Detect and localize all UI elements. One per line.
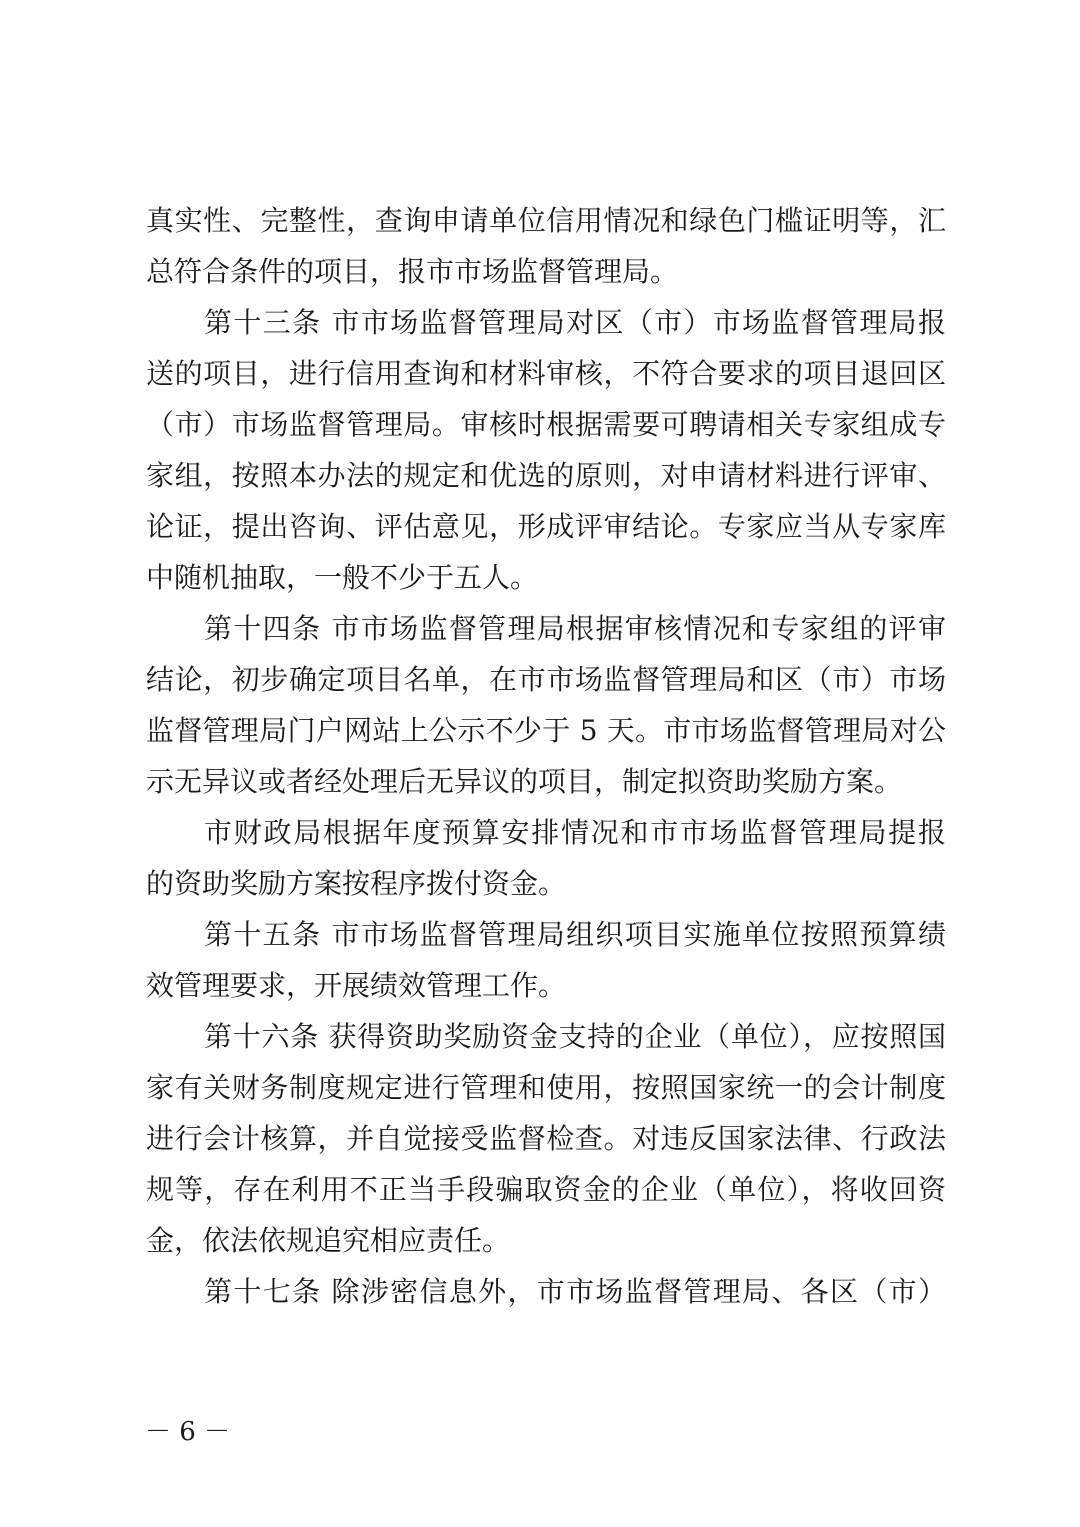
text-line: 进行会计核算，并自觉接受监督检查。对违反国家法律、行政法 [146,1122,946,1155]
text-line: （市）市场监督管理局。审核时根据需要可聘请相关专家组成专 [146,408,946,441]
article-16-line: 第十六条 获得资助奖励资金支持的企业（单位），应按照国 [204,1020,946,1053]
text-line: 规等，存在利用不正当手段骗取资金的企业（单位），将收回资 [146,1173,946,1206]
text-line: 家组，按照本办法的规定和优选的原则，对申请材料进行评审、 [146,459,946,492]
text-line: 结论，初步确定项目名单，在市市场监督管理局和区（市）市场 [146,663,946,696]
article-13-line: 第十三条 市市场监督管理局对区（市）市场监督管理局报 [204,306,946,339]
text-line: 送的项目，进行信用查询和材料审核，不符合要求的项目退回区 [146,357,946,390]
text-line: 监督管理局门户网站上公示不少于 5 天。市市场监督管理局对公 [146,714,946,747]
text-line: 家有关财务制度规定进行管理和使用，按照国家统一的会计制度 [146,1071,946,1104]
text-line: 真实性、完整性，查询申请单位信用情况和绿色门槛证明等，汇 [146,204,946,237]
page-number: － 6 － [145,1417,231,1447]
article-17-line: 第十七条 除涉密信息外，市市场监督管理局、各区（市） [204,1275,946,1308]
text-line: 论证，提出咨询、评估意见，形成评审结论。专家应当从专家库 [146,510,946,543]
article-15-line: 第十五条 市市场监督管理局组织项目实施单位按照预算绩 [204,918,946,951]
text-line: 效管理要求，开展绩效管理工作。 [146,969,567,1002]
paragraph-line: 市财政局根据年度预算安排情况和市市场监督管理局提报 [204,816,946,849]
text-line: 示无异议或者经处理后无异议的项目，制定拟资助奖励方案。 [146,765,903,798]
text-line: 中随机抽取，一般不少于五人。 [146,561,539,594]
text-line: 金，依法依规追究相应责任。 [146,1224,511,1257]
text-line: 总符合条件的项目，报市市场监督管理局。 [146,255,679,288]
article-14-line: 第十四条 市市场监督管理局根据审核情况和专家组的评审 [204,612,946,645]
text-line: 的资助奖励方案按程序拨付资金。 [146,867,567,900]
body-text [146,195,946,1317]
